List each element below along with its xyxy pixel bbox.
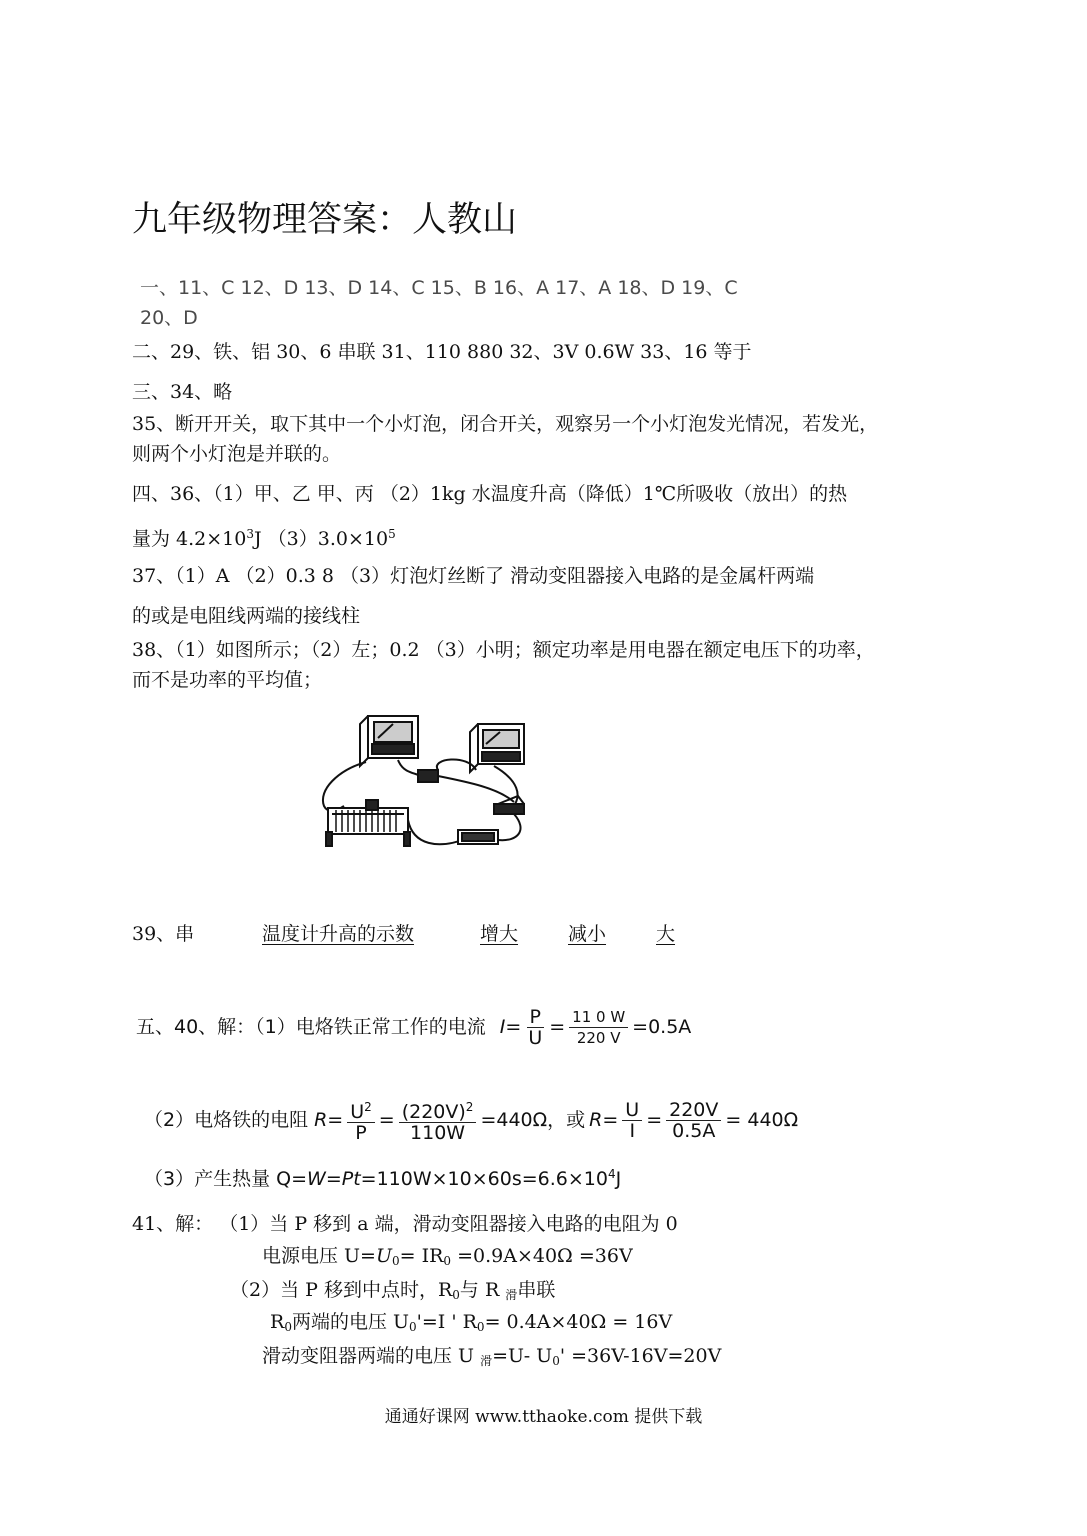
- q40-equals-6: =: [646, 1109, 663, 1131]
- q41-line-1: 41、解： （1）当 P 移到 a 端，滑动变阻器接入电路的电阻为 0: [132, 1213, 678, 1235]
- q41-l4-c: '=I ' R: [416, 1311, 477, 1333]
- sub: 0: [452, 1288, 460, 1302]
- ammeter-drawing: [360, 716, 418, 766]
- q41-line-2: [262, 1244, 633, 1273]
- numerator: 11 0 W: [569, 1007, 628, 1028]
- page-footer: 通通好课网 www.tthaoke.com 提供下载: [384, 1407, 703, 1427]
- q35-line-2: 则两个小灯泡是并联的。: [132, 443, 342, 465]
- q37-line-2: 的或是电阻线两端的接线柱: [132, 605, 361, 627]
- q38-line-1: 38、（1）如图所示；（2）左；0.2 （3）小明；额定功率是用电器在额定电压下的功率，: [132, 639, 875, 661]
- sub: 0: [476, 1320, 485, 1334]
- numerator: [399, 1097, 477, 1123]
- q41-line-4: [270, 1310, 672, 1339]
- q36-exp-b: 5: [388, 527, 396, 541]
- denominator: 0.5A: [672, 1119, 716, 1142]
- q36-value-b: J （3）3.0×10: [254, 528, 389, 550]
- rheostat-drawing: [326, 800, 410, 846]
- sub: 滑: [480, 1354, 493, 1368]
- denominator: I: [629, 1119, 636, 1142]
- q41-l4-d: = 0.4A×40Ω = 16V: [484, 1311, 673, 1333]
- q40-equals-4: =: [378, 1109, 395, 1131]
- page-title: 九年级物理答案：人教山: [132, 200, 518, 240]
- q41-l4-a: R: [270, 1311, 285, 1333]
- denominator: 220 V: [576, 1028, 621, 1047]
- q40-resistance-var-2: R: [589, 1109, 603, 1131]
- answer-section-2: 二、29、铁、铝 30、6 串联 31、110 880 32、3V 0.6W 33、16 等于: [132, 341, 752, 363]
- denominator: P: [355, 1122, 367, 1144]
- numerator: [347, 1097, 375, 1123]
- sub: 0: [409, 1320, 417, 1334]
- q40-equals-5: =: [602, 1109, 619, 1131]
- exp: 4: [607, 1167, 616, 1181]
- q40-part3-a: （3）产生热量 Q=: [144, 1168, 308, 1190]
- sub: 0: [284, 1320, 292, 1334]
- q39-line: [132, 922, 676, 946]
- q40-fraction-p-over-u: [525, 1007, 545, 1048]
- q41-line-5: [262, 1344, 721, 1373]
- q41-l5-c: ' =36V-16V=20V: [559, 1345, 722, 1367]
- q40-part3-d: J: [615, 1168, 622, 1190]
- w-var: W: [307, 1168, 326, 1190]
- answer-section-3: 三、34、略: [132, 381, 233, 403]
- answer-section-1-line-2: 20、D: [140, 307, 198, 329]
- q39-answer-4: 大: [656, 923, 676, 945]
- q41-l2-c: =0.9A×40Ω =36V: [451, 1245, 633, 1267]
- q40-current-var: I: [499, 1016, 506, 1038]
- q41-l3-c: 串联: [517, 1279, 556, 1301]
- pt-var: Pt: [341, 1168, 361, 1190]
- q41-l5-a: 滑动变阻器两端的电压 U: [262, 1345, 481, 1367]
- denominator: U: [528, 1026, 543, 1049]
- q40-equals-3: =: [327, 1109, 344, 1131]
- q41-l5-b: =U- U: [492, 1345, 553, 1367]
- q41-l2-a: 电源电压 U=: [262, 1245, 376, 1267]
- battery-drawing: [458, 830, 498, 844]
- q39-answer-2: 增大: [480, 923, 519, 945]
- q40-part3-c: =110W×10×60s=6.6×10: [360, 1168, 608, 1190]
- q40-intro: 五、40、解：（1）电烙铁正常工作的电流: [136, 1016, 486, 1038]
- q40-equals: =: [505, 1016, 522, 1038]
- circuit-diagram-figure: [318, 710, 548, 860]
- q40-fraction-power-over-voltage: [569, 1007, 628, 1048]
- q40-equals-2: =: [549, 1016, 566, 1038]
- sub: 滑: [505, 1288, 518, 1302]
- q40-fraction-values: [666, 1100, 721, 1141]
- q41-l2-b: = IR: [399, 1245, 444, 1267]
- numerator: P: [527, 1007, 544, 1028]
- q40-resistance-var: R: [314, 1109, 328, 1131]
- q37-line-1: 37、（1）A （2）0.3 8 （3）灯泡灯丝断了 滑动变阻器接入电路的是金属杆两端: [132, 565, 815, 587]
- q39-answer-1: 温度计升高的示数: [262, 923, 415, 945]
- sub: 0: [392, 1254, 400, 1268]
- q35-line-1: 35、断开开关，取下其中一个小灯泡，闭合开关，观察另一个小灯泡发光情况，若发光，: [132, 413, 879, 435]
- bulb-drawing: [418, 770, 438, 782]
- q40-result-2: =440Ω，或: [480, 1109, 586, 1131]
- q40-line-1: [136, 1006, 691, 1048]
- denominator: 110W: [410, 1122, 466, 1144]
- q39-label: 39、串: [132, 923, 195, 945]
- numerator: U: [622, 1100, 642, 1121]
- q36-line-1: 四、36、（1）甲、乙 甲、丙 （2）1kg 水温度升高（降低）1℃所吸收（放出）的热: [132, 483, 848, 505]
- q38-line-2: 而不是功率的平均值；: [132, 669, 323, 691]
- sub: 0: [552, 1354, 560, 1368]
- q40-fraction-voltage2-over-power: [399, 1097, 477, 1143]
- q41-l3-b: 与 R: [459, 1279, 506, 1301]
- voltmeter-drawing: [470, 724, 524, 772]
- u0-var: U: [375, 1245, 392, 1267]
- q41-l4-b: 两端的电压 U: [291, 1311, 410, 1333]
- q40-fraction-u2-over-p: [347, 1097, 375, 1143]
- q40-line-2: [144, 1094, 798, 1146]
- exp: 2: [364, 1100, 372, 1114]
- answer-section-1-line-1: 一、11、C 12、D 13、D 14、C 15、B 16、A 17、A 18、D 19、C: [140, 277, 738, 299]
- q41-line-3: [230, 1278, 555, 1307]
- q36-exp-a: 3: [246, 527, 254, 541]
- u-symbol: U: [350, 1101, 365, 1123]
- q40-part2-intro: （2）电烙铁的电阻: [144, 1109, 309, 1131]
- q39-answer-3: 减小: [568, 923, 607, 945]
- q36-value-a: 量为 4.2×10: [132, 528, 247, 550]
- numerator: 220V: [666, 1100, 721, 1121]
- q40-fraction-u-over-i: [622, 1100, 642, 1141]
- q36-line-2: [132, 522, 396, 551]
- switch-drawing: [494, 796, 524, 814]
- exp: 2: [465, 1100, 474, 1114]
- sub: 0: [443, 1254, 452, 1268]
- q40-line-3: [144, 1162, 621, 1191]
- q40-part3-b: =: [325, 1168, 342, 1190]
- q40-result: =0.5A: [632, 1016, 692, 1038]
- q41-l3-a: （2）当 P 移到中点时，R: [230, 1279, 453, 1301]
- voltage-squared: (220V): [401, 1101, 466, 1123]
- q40-result-3: = 440Ω: [725, 1109, 799, 1131]
